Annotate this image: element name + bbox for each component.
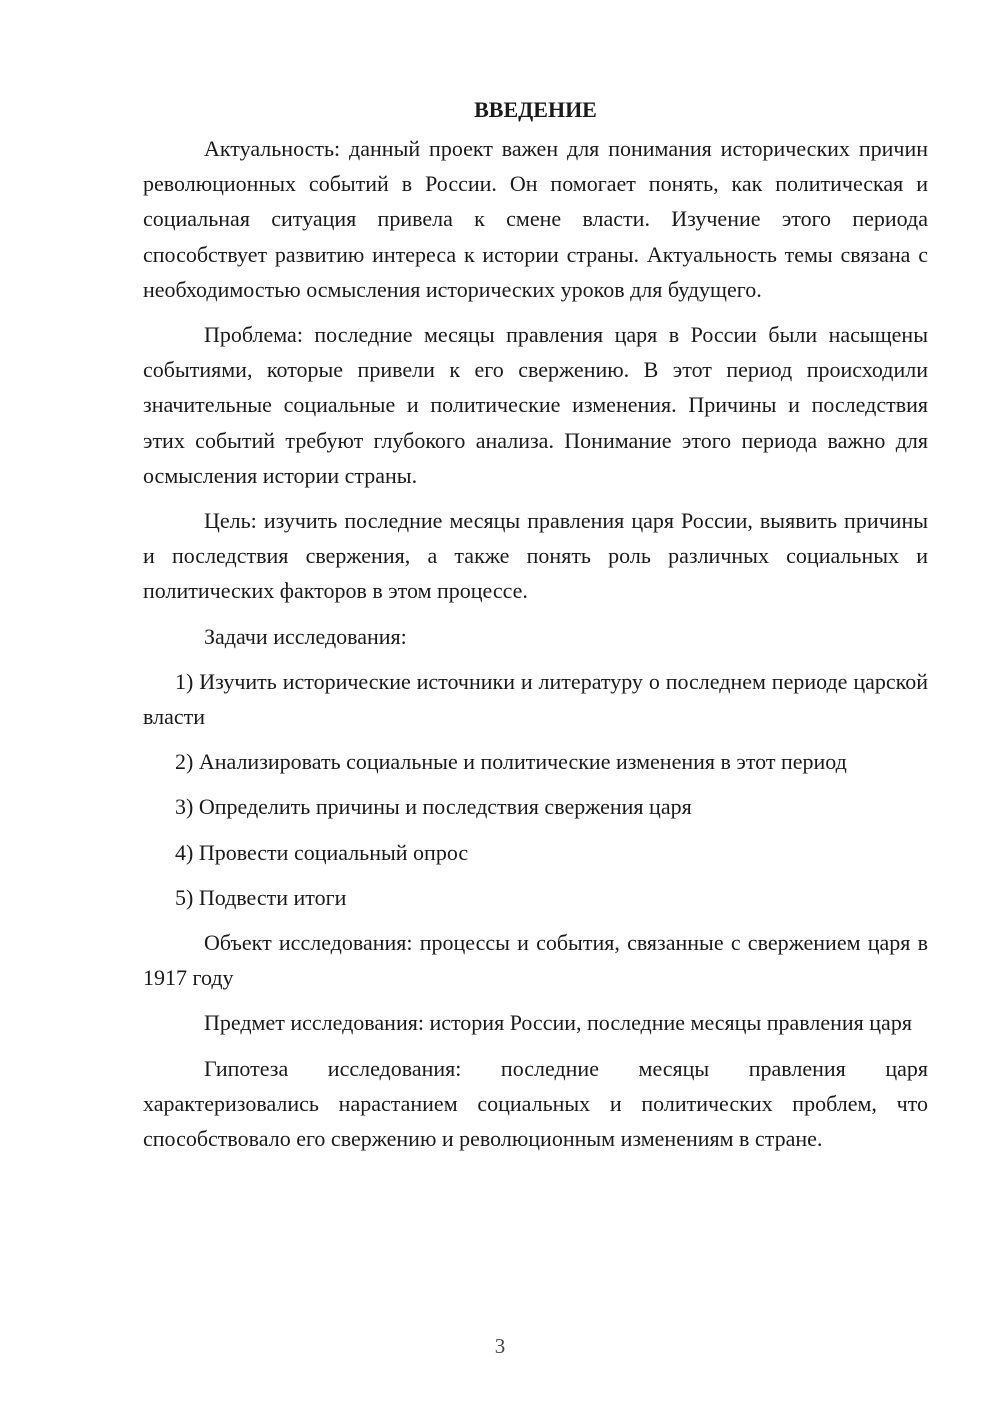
paragraph-subject: Предмет исследования: история России, последние месяцы правления царя (204, 1010, 912, 1036)
paragraph-relevance: Актуальность: данный проект важен для понимания исторических причин революционных событий в России. Он помогает понять, как политическая и социальная ситуация привела к смене власти. Изучение этого периода способствует развитию интереса к истории страны. Актуальность темы связана с необходимостью осмысления исторических уроков для будущего. (143, 136, 928, 302)
paragraph-hypothesis: Гипотеза исследования: последние месяцы правления царя характеризовались нарастанием социальных и политических проблем, что способствовало его свержению и революционным изменениям в стране. (143, 1055, 928, 1152)
list-item: 4) Провести социальный опрос (175, 839, 469, 865)
list-item: 3) Определить причины и последствия свержения царя (175, 794, 692, 820)
section-heading: ВВЕДЕНИЕ (474, 97, 597, 122)
list-item: 5) Подвести итоги (175, 884, 347, 910)
paragraph-goal: Цель: изучить последние месяцы правления царя России, выявить причины и последствия свержения, а также понять роль различных социальных и политических факторов в этом процессе. (143, 508, 928, 604)
list-item: 1) Изучить исторические источники и литературу о последнем периоде царской власти (143, 668, 928, 730)
document-page (143, 92, 928, 1166)
tasks-list (143, 664, 928, 915)
list-item: 2) Анализировать социальные и политические изменения в этот период (175, 749, 847, 775)
paragraph-tasks-title: Задачи исследования: (204, 623, 407, 649)
page-number: 3 (494, 1334, 506, 1358)
paragraph-problem: Проблема: последние месяцы правления царя в России были насыщены событиями, которые привели к его свержению. В этот период происходили значительные социальные и политические изменения. Причины и последствия этих событий требуют глубокого анализа. Понимание этого периода важно для осмысления истории страны. (143, 322, 928, 488)
paragraph-object: Объект исследования: процессы и события, связанные с свержением царя в 1917 году (143, 930, 928, 991)
